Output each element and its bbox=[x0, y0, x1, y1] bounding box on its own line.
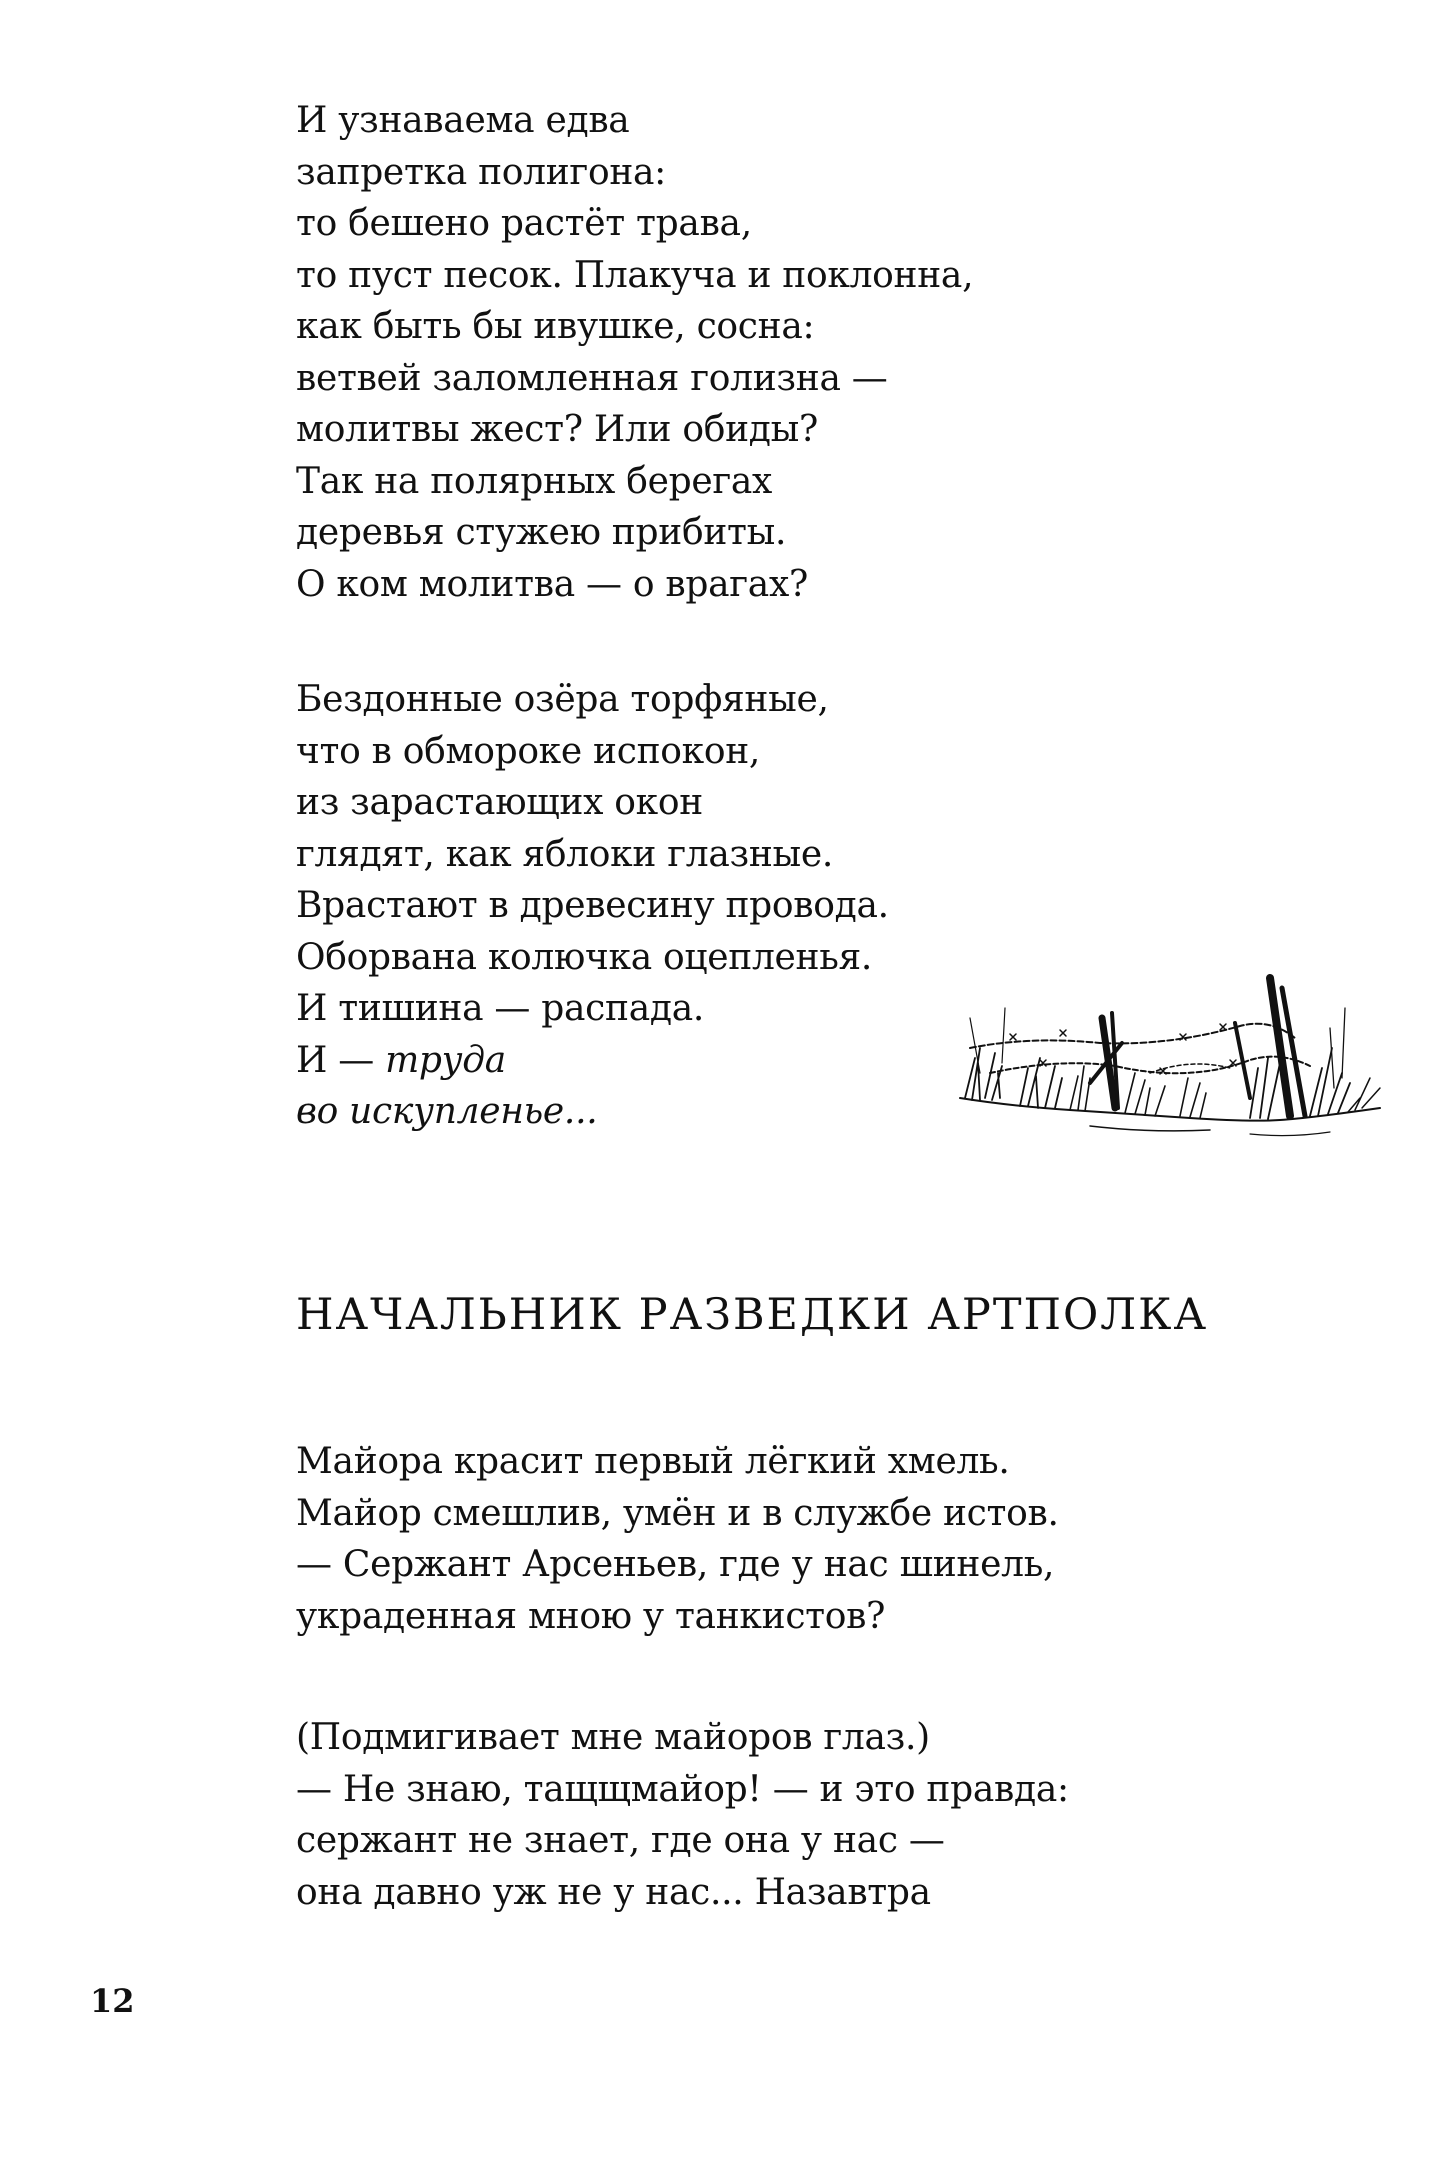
verse-line: украденная мною у танкистов? bbox=[296, 1595, 886, 1637]
verse-line: Так на полярных берегах bbox=[296, 460, 773, 502]
verse-line: из зарастающих окон bbox=[296, 782, 703, 823]
verse-line: сержант не знает, где она у нас — bbox=[296, 1820, 945, 1861]
verse-line: она давно уж не у нас... Назавтра bbox=[296, 1871, 931, 1913]
page-number: 12 bbox=[90, 1982, 135, 2020]
verse-line: И узнаваема едва bbox=[296, 100, 630, 141]
verse-italic-word: труда bbox=[385, 1039, 506, 1081]
verse-line: то бешено растёт трава, bbox=[296, 203, 752, 244]
verse-line: — Сержант Арсеньев, где у нас шинель, bbox=[296, 1544, 1055, 1585]
poem-stanza-1 bbox=[296, 95, 973, 610]
poem-stanza-3 bbox=[296, 1436, 1059, 1642]
verse-line: Оборвана колючка оцепленья. bbox=[296, 936, 873, 978]
verse-line: глядят, как яблоки глазные. bbox=[296, 833, 834, 875]
verse-line: И тишина — распада. bbox=[296, 988, 705, 1029]
verse-line: Бездонные озёра торфяные, bbox=[296, 679, 829, 720]
verse-line: (Подмигивает мне майоров глаз.) bbox=[296, 1717, 930, 1758]
verse-line: деревья стужею прибиты. bbox=[296, 512, 787, 553]
verse-line: то пуст песок. Плакуча и поклонна, bbox=[296, 254, 974, 296]
verse-line: Майора красит первый лёгкий хмель. bbox=[296, 1441, 1010, 1482]
verse-line: Врастают в древесину провода. bbox=[296, 885, 889, 926]
poem-title: НАЧАЛЬНИК РАЗВЕДКИ АРТПОЛКА bbox=[296, 1290, 1209, 1340]
verse-line: О ком молитва — о врагах? bbox=[296, 563, 808, 605]
verse-line-mixed bbox=[296, 1035, 889, 1087]
poem-stanza-4 bbox=[296, 1712, 1069, 1918]
verse-line: — Не знаю, тащщмайор! — и это правда: bbox=[296, 1768, 1069, 1810]
verse-line: как быть бы ивушке, сосна: bbox=[296, 306, 815, 347]
poem-stanza-2 bbox=[296, 674, 889, 1138]
verse-line: запретка полигона: bbox=[296, 151, 667, 193]
verse-line: Майор смешлив, умён и в службе истов. bbox=[296, 1492, 1059, 1534]
verse-prefix: И — bbox=[296, 1039, 386, 1081]
verse-line: ветвей заломленная голизна — bbox=[296, 357, 888, 399]
verse-line-italic: во искупленье... bbox=[296, 1091, 598, 1132]
barbed-wire-fence-sketch-icon bbox=[950, 948, 1390, 1148]
verse-line: молитвы жест? Или обиды? bbox=[296, 409, 819, 450]
verse-line: что в обмороке испокон, bbox=[296, 730, 761, 772]
